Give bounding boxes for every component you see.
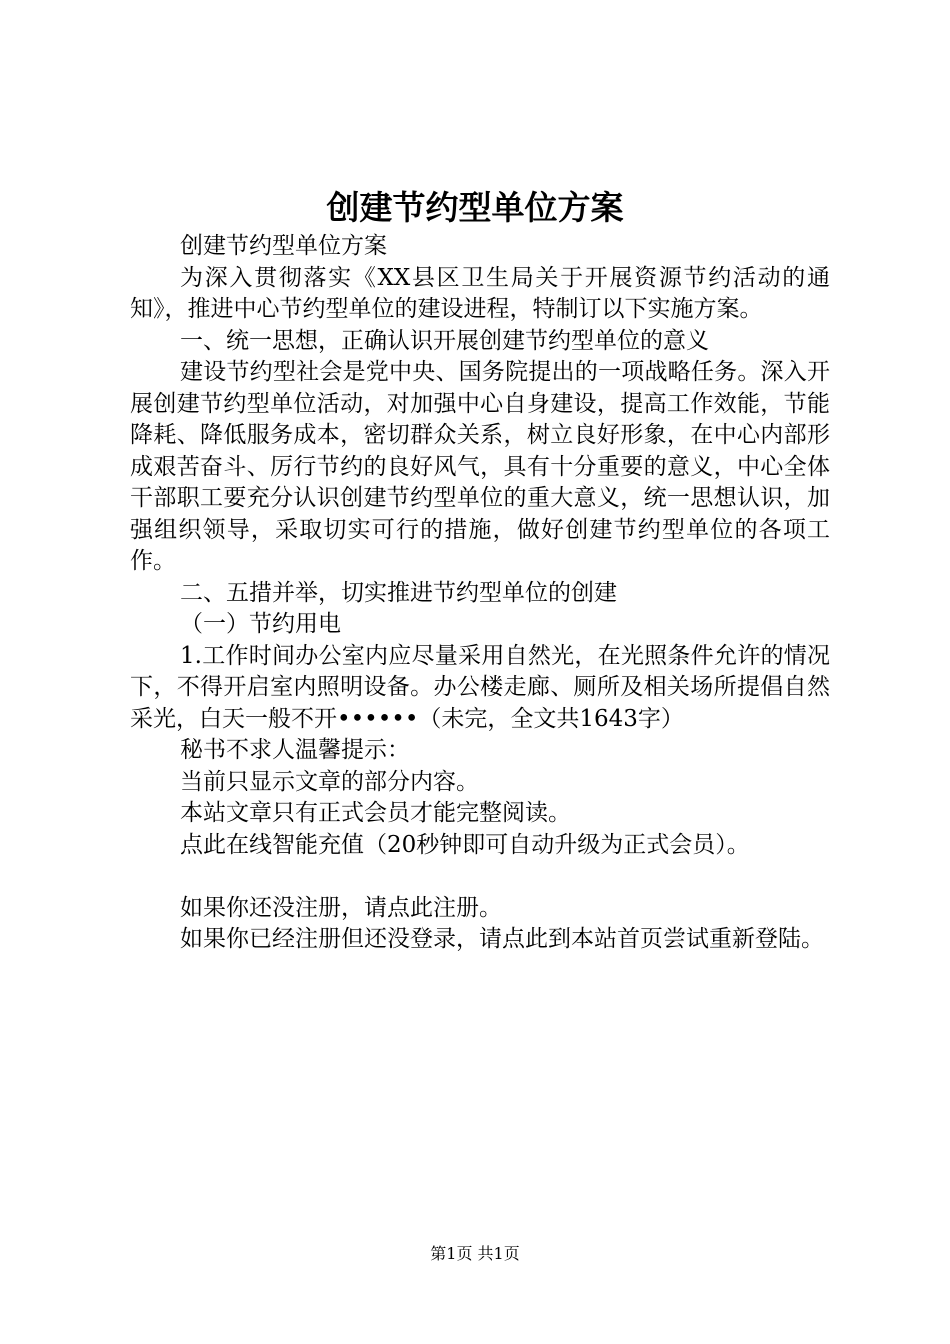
- section-heading-2: 二、五措并举，切实推进节约型单位的创建: [180, 579, 617, 606]
- tip-members-only[interactable]: 本站文章只有正式会员才能完整阅读。: [180, 800, 571, 826]
- recharge-link[interactable]: 点此在线智能充值（20秒钟即可自动升级为正式会员）。: [180, 831, 750, 858]
- page-title: 创建节约型单位方案: [326, 188, 624, 227]
- intro-paragraph: 为深入贯彻落实《XX县区卫生局关于开展资源节约活动的通知》，推进中心节约型单位的建设进程，特制订以下实施方案。: [130, 264, 830, 322]
- register-link[interactable]: 如果你还没注册，请点此注册。: [180, 894, 502, 921]
- tip-heading: 秘书不求人温馨提示：: [180, 737, 410, 763]
- subsection-heading-1: （一）节约用电: [180, 611, 341, 637]
- document-body: [130, 231, 830, 956]
- spacer: [130, 861, 830, 893]
- section-heading-1: 一、统一思想，正确认识开展创建节约型单位的意义: [180, 327, 709, 354]
- section-1-paragraph: 建设节约型社会是党中央、国务院提出的一项战略任务。深入开展创建节约型单位活动，对加强中心自身建设，提高工作效能，节能降耗、降低服务成本，密切群众关系，树立良好形象，在中心内部形成艰苦奋斗、厉行节约的良好风气，具有十分重要的意义，中心全体干部职工要充分认识创建节约型单位的重大意义，统一思想认识，加强组织领导，采取切实可行的措施，做好创建节约型单位的各项工作。: [130, 359, 830, 574]
- login-link[interactable]: 如果你已经注册但还没登录，请点此到本站首页尝试重新登陆。: [180, 926, 824, 952]
- subtitle-paragraph: 创建节约型单位方案: [180, 233, 387, 259]
- item-1-paragraph: 1.工作时间办公室内应尽量采用自然光，在光照条件允许的情况下，不得开启室内照明设备。办公楼走廊、厕所及相关场所提倡自然采光，白天一般不开••••••（未完，全文共1643字）: [130, 642, 830, 732]
- page-footer: 第1页 共1页: [430, 1244, 520, 1263]
- tip-partial-content: 当前只显示文章的部分内容。: [180, 768, 479, 795]
